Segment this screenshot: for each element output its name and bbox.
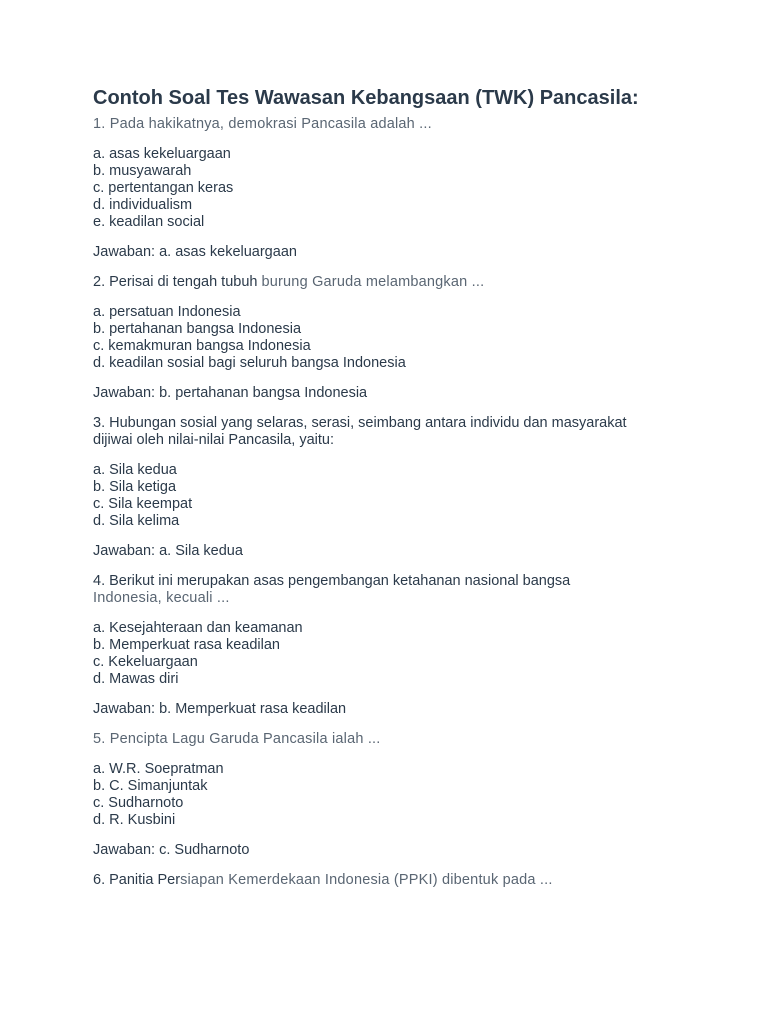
question-segment: 5. Pencipta Lagu Garuda Pancasila ialah ...	[93, 731, 381, 747]
option-item: d. R. Kusbini	[93, 812, 176, 828]
option-item: a. asas kekeluargaan	[93, 146, 231, 162]
question-line	[93, 415, 733, 432]
answer-text: Jawaban: c. Sudharnoto	[93, 842, 250, 858]
question-line	[93, 573, 733, 590]
answer-text: Jawaban: a. Sila kedua	[93, 543, 243, 559]
question-segment: 1. Pada hakikatnya, demokrasi Pancasila adalah ...	[93, 116, 432, 132]
option-item: a. persatuan Indonesia	[93, 304, 241, 320]
option-item: d. Mawas diri	[93, 671, 179, 687]
option-item: a. Kesejahteraan dan keamanan	[93, 620, 303, 636]
option-item: c. Sudharnoto	[93, 795, 184, 811]
question-segment: 2. Perisai di tengah tubuh	[93, 274, 262, 290]
answer-text: Jawaban: b. pertahanan bangsa Indonesia	[93, 385, 368, 401]
option-item: c. kemakmuran bangsa Indonesia	[93, 338, 311, 354]
question-segment: dijiwai oleh nilai-nilai Pancasila, yaitu:	[93, 432, 334, 448]
question-line	[93, 274, 733, 291]
option-item: b. C. Simanjuntak	[93, 778, 208, 794]
option-item: b. pertahanan bangsa Indonesia	[93, 321, 302, 337]
option-item: a. W.R. Soepratman	[93, 761, 224, 777]
question-text	[93, 274, 733, 291]
option-item: e. keadilan social	[93, 214, 205, 230]
question-segment: burung Garuda melambangkan ...	[261, 274, 485, 290]
question-line	[93, 432, 733, 449]
question-text	[93, 731, 733, 748]
option-item: d. Sila kelima	[93, 513, 180, 529]
option-item: a. Sila kedua	[93, 462, 177, 478]
option-list	[93, 146, 733, 231]
question-segment: 4. Berikut ini merupakan asas pengembangan ketahanan nasional bangsa	[93, 573, 571, 589]
question-line	[93, 590, 733, 607]
question-segment: Indonesia, kecuali ...	[93, 590, 230, 606]
question-segment: 6. Panitia Per	[93, 872, 181, 888]
option-list	[93, 761, 733, 829]
question-text	[93, 573, 733, 607]
question-text	[93, 116, 733, 133]
option-list	[93, 620, 733, 688]
question-list	[93, 116, 733, 889]
question-segment: siapan Kemerdekaan Indonesia (PPKI) dibentuk pada ...	[180, 872, 553, 888]
question-line	[93, 116, 733, 133]
option-item: b. musyawarah	[93, 163, 192, 179]
question-segment: 3. Hubungan sosial yang selaras, serasi, seimbang antara individu dan masyarakat	[93, 415, 627, 431]
option-item: d. individualism	[93, 197, 193, 213]
page-title: Contoh Soal Tes Wawasan Kebangsaan (TWK) Pancasila:	[93, 87, 639, 109]
option-item: b. Sila ketiga	[93, 479, 177, 495]
option-list	[93, 462, 733, 530]
option-item: c. Sila keempat	[93, 496, 193, 512]
option-item: c. Kekeluargaan	[93, 654, 198, 670]
option-list	[93, 304, 733, 372]
question-line	[93, 872, 733, 889]
answer-text: Jawaban: a. asas kekeluargaan	[93, 244, 297, 260]
option-item: b. Memperkuat rasa keadilan	[93, 637, 280, 653]
question-line	[93, 731, 733, 748]
question-text	[93, 415, 733, 449]
question-text	[93, 872, 733, 889]
document-page	[93, 86, 733, 902]
option-item: c. pertentangan keras	[93, 180, 234, 196]
answer-text: Jawaban: b. Memperkuat rasa keadilan	[93, 701, 347, 717]
option-item: d. keadilan sosial bagi seluruh bangsa Indonesia	[93, 355, 406, 371]
